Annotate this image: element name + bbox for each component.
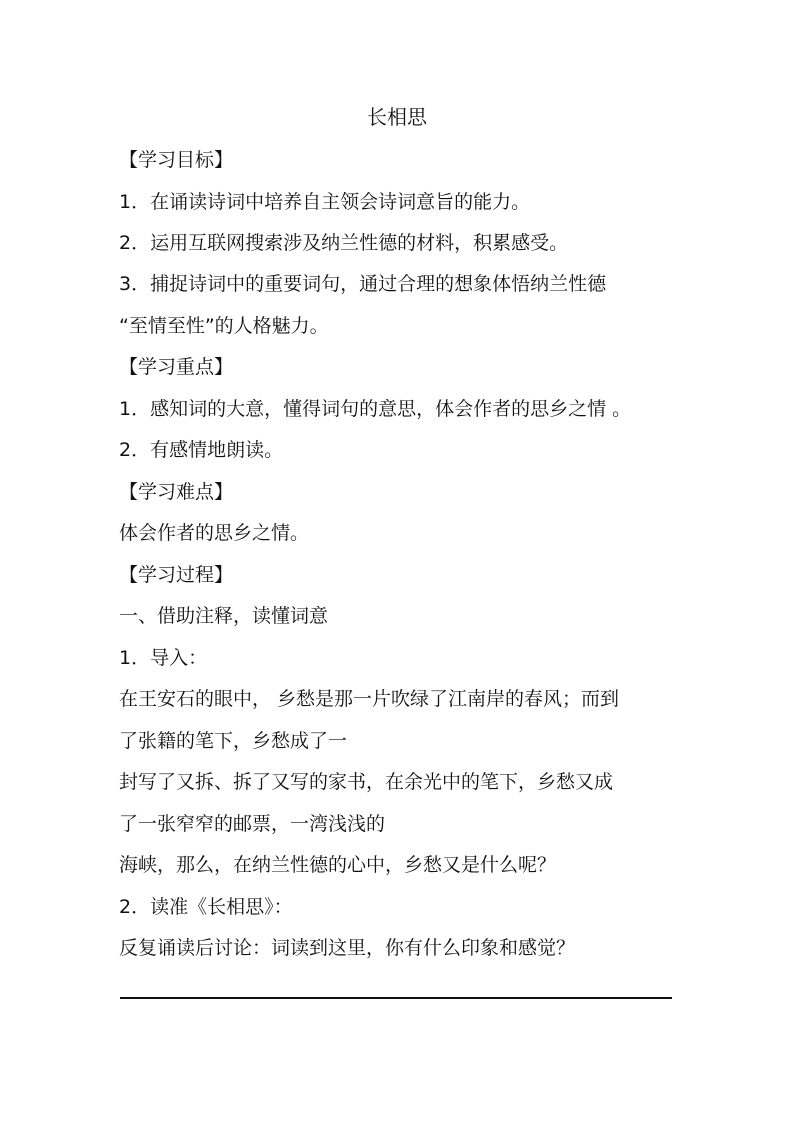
heading-difficult-points: 【学习难点】 [119, 481, 234, 503]
intro-paragraph-line-4: 了一张窄窄的邮票，一湾浅浅的 [119, 813, 386, 835]
heading-learning-goals: 【学习目标】 [119, 149, 234, 171]
difficult-point-text: 体会作者的思乡之情。 [119, 522, 310, 544]
intro-paragraph-line-3: 封写了又拆、拆了又写的家书，在余光中的笔下，乡愁又成 [119, 771, 614, 793]
intro-paragraph-line-5: 海峡，那么，在纳兰性德的心中，乡愁又是什么呢？ [119, 854, 557, 876]
document-title: 长相思 [367, 105, 427, 129]
goal-item-3-continued: “至情至性”的人格魅力。 [119, 315, 329, 337]
heading-key-points: 【学习重点】 [119, 356, 234, 378]
goal-item-2: 2．运用互联网搜索涉及纳兰性德的材料，积累感受。 [119, 232, 569, 254]
key-point-item-2: 2．有感情地朗读。 [119, 439, 284, 461]
intro-paragraph-line-2: 了张籍的笔下，乡愁成了一 [119, 730, 348, 752]
discussion-prompt: 反复诵读后讨论：词读到这里，你有什么印象和感觉？ [119, 937, 576, 959]
goal-item-3: 3．捕捉诗词中的重要词句，通过合理的想象体悟纳兰性德 [119, 273, 607, 295]
process-step-1: 1．导入： [119, 647, 208, 669]
intro-paragraph-line-1: 在王安石的眼中， 乡愁是那一片吹绿了江南岸的春风；而到 [119, 688, 620, 710]
heading-learning-process: 【学习过程】 [119, 564, 234, 586]
process-step-2: 2．读准《长相思》： [119, 896, 293, 918]
process-section-1: 一、借助注释，读懂词意 [119, 605, 329, 627]
goal-item-1: 1．在诵读诗词中培养自主领会诗词意旨的能力。 [119, 191, 531, 213]
answer-line [120, 997, 672, 999]
key-point-item-1: 1．感知词的大意，懂得词句的意思，体会作者的思乡之情 。 [119, 398, 632, 420]
